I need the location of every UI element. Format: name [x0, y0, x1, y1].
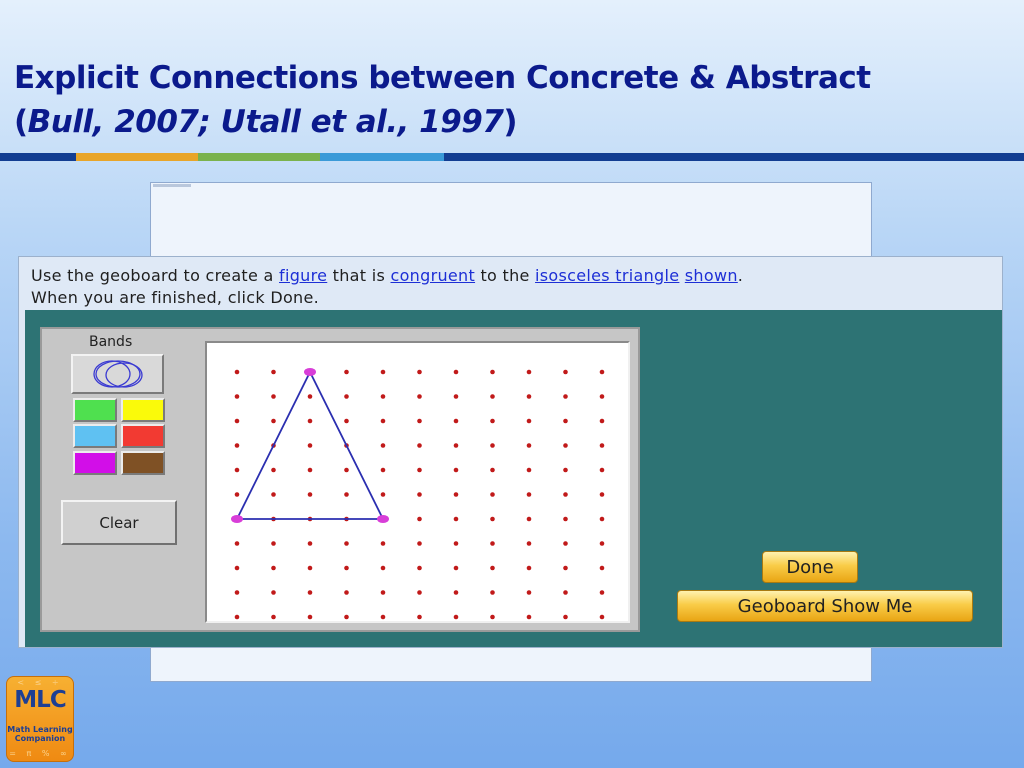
geoboard-peg[interactable]	[527, 566, 532, 571]
bands-label: Bands	[89, 334, 133, 350]
geoboard-peg[interactable]	[563, 541, 568, 546]
geoboard-peg[interactable]	[417, 370, 422, 375]
band-color-red[interactable]	[121, 424, 165, 448]
geoboard-panel	[40, 327, 640, 632]
geoboard-peg[interactable]	[563, 419, 568, 424]
instruction-text: Use the geoboard to create a	[31, 266, 280, 285]
band-color-green[interactable]	[73, 398, 117, 422]
geoboard-peg[interactable]	[271, 492, 276, 497]
geoboard-peg[interactable]	[454, 517, 459, 522]
instruction-text: to the	[475, 266, 536, 285]
geoboard-peg[interactable]	[490, 468, 495, 473]
triangle-vertex-peg[interactable]	[231, 515, 243, 523]
geoboard-app	[18, 256, 1003, 648]
geoboard-peg[interactable]	[271, 615, 276, 620]
geoboard-peg[interactable]	[417, 419, 422, 424]
geoboard-peg[interactable]	[417, 590, 422, 595]
geoboard-peg[interactable]	[600, 394, 605, 399]
geoboard-peg[interactable]	[235, 370, 240, 375]
geoboard-peg[interactable]	[454, 541, 459, 546]
geoboard-peg[interactable]	[271, 468, 276, 473]
geoboard-peg[interactable]	[381, 468, 386, 473]
instruction-text: that is	[327, 266, 391, 285]
title-paren-close: )	[503, 104, 518, 140]
geoboard-peg[interactable]	[454, 419, 459, 424]
frame-caption	[153, 184, 191, 187]
geoboard-peg[interactable]	[381, 443, 386, 448]
geoboard-peg[interactable]	[308, 394, 313, 399]
geoboard-peg[interactable]	[417, 541, 422, 546]
geoboard-peg[interactable]	[600, 468, 605, 473]
geoboard-peg[interactable]	[490, 419, 495, 424]
geoboard-peg[interactable]	[527, 468, 532, 473]
geoboard-peg[interactable]	[417, 517, 422, 522]
geoboard-peg[interactable]	[344, 370, 349, 375]
geoboard-peg[interactable]	[417, 394, 422, 399]
logo-name-line-2: Companion	[14, 734, 66, 743]
geoboard-peg[interactable]	[454, 443, 459, 448]
geoboard-peg[interactable]	[308, 419, 313, 424]
geoboard-peg[interactable]	[417, 615, 422, 620]
geoboard-peg[interactable]	[271, 394, 276, 399]
geoboard-pegs	[207, 343, 628, 621]
geoboard-peg[interactable]	[381, 566, 386, 571]
geoboard-show-me-button[interactable]: Geoboard Show Me	[677, 590, 973, 622]
geoboard-peg[interactable]	[344, 566, 349, 571]
clear-button[interactable]: Clear	[61, 500, 177, 545]
instruction-text: .	[737, 266, 744, 285]
geoboard-peg[interactable]	[235, 419, 240, 424]
geoboard[interactable]	[205, 341, 630, 623]
geoboard-peg[interactable]	[235, 590, 240, 595]
figure-link[interactable]: figure	[279, 266, 328, 285]
geoboard-peg[interactable]	[344, 468, 349, 473]
geoboard-peg[interactable]	[344, 615, 349, 620]
geoboard-peg[interactable]	[235, 566, 240, 571]
geoboard-peg[interactable]	[600, 419, 605, 424]
bands-button[interactable]	[71, 354, 164, 394]
geoboard-peg[interactable]	[271, 541, 276, 546]
geoboard-peg[interactable]	[563, 615, 568, 620]
geoboard-peg[interactable]	[308, 468, 313, 473]
title-paren-open: (	[14, 104, 28, 140]
geoboard-peg[interactable]	[490, 492, 495, 497]
geoboard-peg[interactable]	[490, 394, 495, 399]
geoboard-peg[interactable]	[527, 590, 532, 595]
geoboard-peg[interactable]	[490, 590, 495, 595]
geoboard-peg[interactable]	[527, 394, 532, 399]
title-citation: Bull, 2007; Utall et al., 1997	[27, 104, 504, 140]
geoboard-peg[interactable]	[308, 615, 313, 620]
logo-math-symbols-top: < ≤ ÷	[17, 678, 63, 687]
geoboard-peg[interactable]	[381, 590, 386, 595]
geoboard-peg[interactable]	[527, 419, 532, 424]
geoboard-peg[interactable]	[600, 615, 605, 620]
logo-name	[7, 725, 73, 743]
geoboard-peg[interactable]	[490, 541, 495, 546]
geoboard-peg[interactable]	[381, 370, 386, 375]
slide-title	[14, 56, 871, 144]
geoboard-peg[interactable]	[527, 443, 532, 448]
triangle-vertex-peg[interactable]	[377, 515, 389, 523]
geoboard-peg[interactable]	[527, 541, 532, 546]
geoboard-peg[interactable]	[308, 443, 313, 448]
band-color-light-blue[interactable]	[73, 424, 117, 448]
geoboard-peg[interactable]	[271, 566, 276, 571]
geoboard-peg[interactable]	[490, 443, 495, 448]
geoboard-peg[interactable]	[381, 541, 386, 546]
geoboard-peg[interactable]	[563, 394, 568, 399]
geoboard-peg[interactable]	[344, 590, 349, 595]
geoboard-peg[interactable]	[344, 419, 349, 424]
geoboard-peg[interactable]	[381, 492, 386, 497]
geoboard-peg[interactable]	[271, 419, 276, 424]
geoboard-peg[interactable]	[490, 566, 495, 571]
geoboard-peg[interactable]	[454, 394, 459, 399]
geoboard-peg[interactable]	[235, 615, 240, 620]
congruent-link[interactable]: congruent	[390, 266, 476, 285]
geoboard-peg[interactable]	[563, 468, 568, 473]
geoboard-peg[interactable]	[490, 370, 495, 375]
geoboard-peg[interactable]	[454, 590, 459, 595]
geoboard-peg[interactable]	[454, 468, 459, 473]
geoboard-peg[interactable]	[600, 566, 605, 571]
geoboard-peg[interactable]	[235, 541, 240, 546]
geoboard-peg[interactable]	[563, 443, 568, 448]
geoboard-peg[interactable]	[417, 492, 422, 497]
isosceles-triangle-link[interactable]: isosceles triangle	[535, 266, 680, 285]
geoboard-peg[interactable]	[600, 590, 605, 595]
geoboard-peg[interactable]	[527, 517, 532, 522]
triangle-vertex-peg[interactable]	[304, 368, 316, 376]
geoboard-peg[interactable]	[563, 370, 568, 375]
geoboard-peg[interactable]	[271, 370, 276, 375]
geoboard-peg[interactable]	[490, 615, 495, 620]
rule-segment-navy	[0, 153, 76, 161]
geoboard-peg[interactable]	[527, 492, 532, 497]
geoboard-peg[interactable]	[308, 541, 313, 546]
geoboard-peg[interactable]	[235, 468, 240, 473]
done-button[interactable]: Done	[762, 551, 858, 583]
geoboard-peg[interactable]	[527, 370, 532, 375]
geoboard-peg[interactable]	[417, 566, 422, 571]
geoboard-peg[interactable]	[454, 566, 459, 571]
mlc-logo	[6, 676, 74, 762]
workspace	[25, 310, 1002, 647]
band-color-magenta[interactable]	[73, 451, 117, 475]
geoboard-peg[interactable]	[381, 615, 386, 620]
rule-segment-gold	[76, 153, 198, 161]
geoboard-peg[interactable]	[600, 517, 605, 522]
geoboard-peg[interactable]	[563, 492, 568, 497]
geoboard-peg[interactable]	[235, 394, 240, 399]
title-divider	[0, 153, 1024, 161]
geoboard-peg[interactable]	[563, 517, 568, 522]
geoboard-peg[interactable]	[235, 443, 240, 448]
geoboard-peg[interactable]	[417, 468, 422, 473]
geoboard-peg[interactable]	[381, 419, 386, 424]
geoboard-peg[interactable]	[527, 615, 532, 620]
instruction-line-2: When you are finished, click Done.	[31, 288, 320, 307]
logo-abbrev: MLC	[14, 687, 66, 713]
band-color-yellow[interactable]	[121, 398, 165, 422]
geoboard-peg[interactable]	[600, 492, 605, 497]
geoboard-peg[interactable]	[308, 566, 313, 571]
geoboard-peg[interactable]	[563, 566, 568, 571]
geoboard-peg[interactable]	[454, 492, 459, 497]
band-color-brown[interactable]	[121, 451, 165, 475]
geoboard-peg[interactable]	[235, 492, 240, 497]
rule-segment-green	[198, 153, 320, 161]
geoboard-peg[interactable]	[271, 590, 276, 595]
task-instructions	[31, 265, 743, 309]
geoboard-peg[interactable]	[308, 590, 313, 595]
geoboard-peg[interactable]	[600, 370, 605, 375]
geoboard-peg[interactable]	[417, 443, 422, 448]
shown-link[interactable]: shown	[684, 266, 738, 285]
geoboard-peg[interactable]	[381, 394, 386, 399]
geoboard-peg[interactable]	[454, 615, 459, 620]
geoboard-peg[interactable]	[600, 443, 605, 448]
geoboard-peg[interactable]	[490, 517, 495, 522]
geoboard-peg[interactable]	[344, 492, 349, 497]
title-line-1: Explicit Connections between Concrete & Abstract	[14, 60, 871, 96]
geoboard-peg[interactable]	[344, 394, 349, 399]
rule-segment-blue	[320, 153, 444, 161]
logo-math-symbols-bottom: = π % ∞	[9, 749, 71, 758]
rule-segment-navy-long	[444, 153, 1024, 161]
geoboard-peg[interactable]	[344, 541, 349, 546]
geoboard-peg[interactable]	[563, 590, 568, 595]
geoboard-peg[interactable]	[600, 541, 605, 546]
logo-name-line-1: Math Learning	[7, 725, 73, 734]
bands-icon	[73, 356, 162, 392]
geoboard-peg[interactable]	[308, 492, 313, 497]
geoboard-peg[interactable]	[454, 370, 459, 375]
